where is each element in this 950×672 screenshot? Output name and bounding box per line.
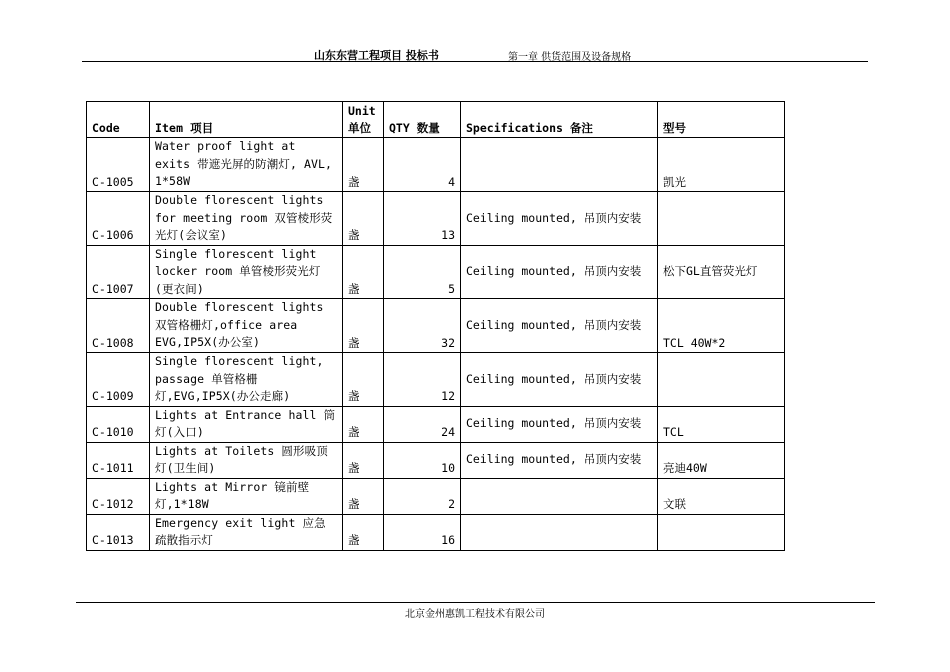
company-footer: 北京金州惠凯工程技术有限公司	[405, 609, 545, 620]
row-unit: 盏	[343, 245, 384, 299]
row-item: Water proof light at exits 带遮光屏的防潮灯, AVL, 1*58W	[150, 138, 343, 192]
row-unit: 盏	[343, 478, 384, 514]
row-spec	[461, 478, 658, 514]
row-code: C-1011	[87, 442, 150, 478]
row-model	[658, 514, 785, 550]
row-item: Double florescent lights for meeting room 双管棱形荧光灯(会议室)	[150, 192, 343, 246]
row-item: Double florescent lights 双管格栅灯,office area EVG,IP5X(办公室)	[150, 299, 343, 353]
row-spec: Ceiling mounted, 吊顶内安装	[461, 192, 658, 246]
row-model: 亮迪40W	[658, 442, 785, 478]
row-code: C-1010	[87, 406, 150, 442]
unit-header-cn: 单位	[348, 121, 371, 135]
row-unit: 盏	[343, 514, 384, 550]
row-qty: 2	[384, 478, 461, 514]
column-header-unit	[343, 102, 384, 138]
row-code: C-1013	[87, 514, 150, 550]
row-spec	[461, 514, 658, 550]
chapter-title: 第一章 供货范围及设备规格	[508, 52, 632, 63]
row-qty: 13	[384, 192, 461, 246]
row-qty: 16	[384, 514, 461, 550]
row-code: C-1007	[87, 245, 150, 299]
row-spec: Ceiling mounted, 吊顶内安装	[461, 245, 658, 299]
table-row	[87, 138, 785, 192]
row-spec: Ceiling mounted, 吊顶内安装	[461, 353, 658, 407]
column-header-model: 型号	[658, 102, 785, 138]
row-model: 凯光	[658, 138, 785, 192]
table-row	[87, 442, 785, 478]
row-code: C-1009	[87, 353, 150, 407]
table-row	[87, 245, 785, 299]
table-row	[87, 192, 785, 246]
row-model	[658, 353, 785, 407]
row-spec: Ceiling mounted, 吊顶内安装	[461, 299, 658, 353]
row-model: 文联	[658, 478, 785, 514]
row-qty: 5	[384, 245, 461, 299]
row-item: Lights at Entrance hall 筒灯(入口)	[150, 406, 343, 442]
row-code: C-1008	[87, 299, 150, 353]
row-item: Lights at Toilets 圆形吸顶灯(卫生间)	[150, 442, 343, 478]
row-spec: Ceiling mounted, 吊顶内安装	[461, 406, 658, 442]
header-rule	[82, 61, 868, 62]
row-spec: Ceiling mounted, 吊顶内安装	[461, 442, 658, 478]
row-qty: 4	[384, 138, 461, 192]
footer-rule	[76, 602, 875, 603]
row-unit: 盏	[343, 353, 384, 407]
table-row	[87, 478, 785, 514]
row-model: 松下GL直管荧光灯	[658, 245, 785, 299]
row-item: Lights at Mirror 镜前壁灯,1*18W	[150, 478, 343, 514]
table-row	[87, 406, 785, 442]
column-header-code: Code	[87, 102, 150, 138]
document-header-title: 山东东营工程项目 投标书	[314, 49, 439, 62]
row-qty: 12	[384, 353, 461, 407]
table-row	[87, 353, 785, 407]
row-qty: 32	[384, 299, 461, 353]
row-unit: 盏	[343, 406, 384, 442]
column-header-qty: QTY 数量	[384, 102, 461, 138]
row-unit: 盏	[343, 299, 384, 353]
row-unit: 盏	[343, 442, 384, 478]
equipment-table	[86, 101, 785, 551]
row-spec	[461, 138, 658, 192]
row-item: Single florescent light locker room 单管棱形荧光灯(更衣间)	[150, 245, 343, 299]
row-unit: 盏	[343, 192, 384, 246]
table-row	[87, 299, 785, 353]
row-item: Single florescent light, passage 单管格栅灯,EVG,IP5X(办公走廊)	[150, 353, 343, 407]
row-code: C-1012	[87, 478, 150, 514]
column-header-item: Item 项目	[150, 102, 343, 138]
column-header-spec: Specifications 备注	[461, 102, 658, 138]
row-unit: 盏	[343, 138, 384, 192]
row-model	[658, 192, 785, 246]
row-code: C-1006	[87, 192, 150, 246]
row-code: C-1005	[87, 138, 150, 192]
row-qty: 24	[384, 406, 461, 442]
row-model: TCL	[658, 406, 785, 442]
table-header-row	[87, 102, 785, 138]
unit-header-en: Unit	[348, 104, 376, 118]
table-row	[87, 514, 785, 550]
row-item: Emergency exit light 应急疏散指示灯	[150, 514, 343, 550]
row-model: TCL 40W*2	[658, 299, 785, 353]
row-qty: 10	[384, 442, 461, 478]
